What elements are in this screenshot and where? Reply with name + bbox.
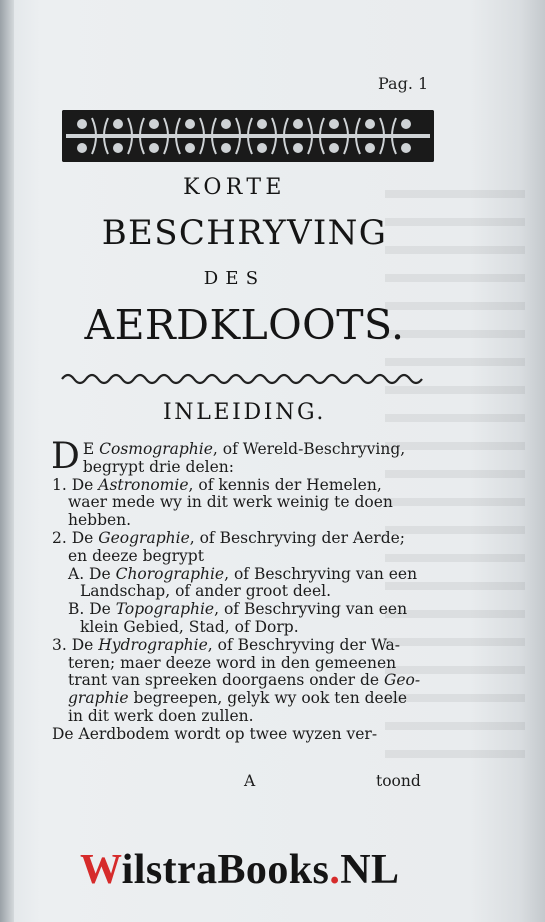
text-line [52,477,432,495]
title-line-des: DES [203,268,266,289]
text-span: 1. De [52,475,99,494]
text-span-italic: Hydrographie [98,635,208,654]
text-span: 3. De [52,635,99,654]
drop-cap: D [51,436,80,477]
text-span: trant van spreeken doorgaens onder de [68,671,384,690]
text-span: 2. De [52,528,99,547]
text-line [52,690,432,708]
watermark-text: ilstraBooks [121,847,330,893]
text-line: Landschap, of ander groot deel. [80,582,332,601]
section-heading: INLEIDING. [162,400,327,425]
watermark-red-letter: W [80,847,122,893]
text-line: en deeze begrypt [68,546,204,565]
text-span: , of Wereld-Beschryving, [212,440,406,458]
text-line: waer mede wy in dit werk weinig te doen [68,493,393,512]
text-line: in dit werk doen zullen. [68,706,254,725]
text-span: , of kennis der Hemelen, [188,475,382,494]
text-span-italic: Topographie [115,600,215,619]
text-line [52,672,432,690]
watermark-logo [80,846,399,894]
catchword: toond [376,772,421,790]
body-text [51,436,432,744]
watermark-dot: . [329,847,341,893]
text-span: begreepen, gelyk wy ook ten deele [128,689,408,708]
text-line [52,530,432,548]
ornamental-divider [60,372,430,386]
signature-mark: A [244,772,256,790]
title-line-korte: KORTE [183,175,286,200]
text-line [52,459,432,477]
text-line [52,566,432,584]
text-line: hebben. [68,511,132,530]
text-span: B. De [68,600,116,619]
watermark-suffix: NL [340,847,400,893]
text-span: E [82,440,100,458]
text-line [52,637,432,655]
text-line [52,601,432,619]
text-span-italic: graphie [68,689,129,708]
text-span: begrypt drie delen: [82,457,234,476]
title-line-aerdkloots: AERDKLOOTS. [84,301,405,349]
text-line: klein Gebied, Stad, of Dorp. [80,617,299,636]
text-span-italic: Geographie [98,528,190,547]
text-span: , of Beschryving van een [224,564,418,583]
text-span: , of Beschryving van een [214,600,408,619]
text-span-italic: Astronomie [98,475,189,494]
text-line: De Aerdbodem wordt op twee wyzen ver- [52,724,378,743]
text-span-italic: Geo- [384,671,421,690]
text-span: , of Beschryving der Aerde; [189,528,406,547]
ornamental-header-band [62,110,434,162]
text-line: teren; maer deeze word in den gemeenen [68,653,397,672]
page-number: Pag. 1 [378,74,429,93]
text-span-italic: Chorographie [115,564,225,583]
text-span: A. De [68,564,116,583]
text-span-italic: Cosmographie [99,440,213,458]
title-line-beschryving: BESCHRYVING [101,213,388,253]
text-span: , of Beschryving der Wa- [207,635,401,654]
